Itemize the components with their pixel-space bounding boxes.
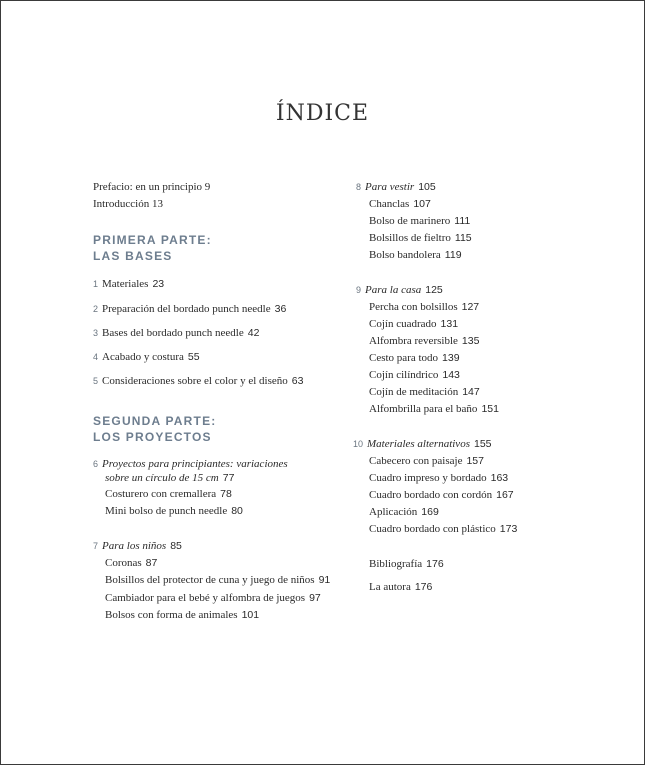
entry-title: Cabecero con paisaje xyxy=(369,455,463,467)
page-number: 139 xyxy=(442,352,460,364)
chapter-title: Para la casa xyxy=(365,284,422,296)
chapter-title: Acabado y costura xyxy=(102,351,184,363)
chapter-number: 7 xyxy=(93,541,99,551)
page-number: 111 xyxy=(454,215,471,227)
toc-entry-bibliografia xyxy=(369,557,444,571)
toc-subentry xyxy=(369,248,462,262)
chapter-number: 2 xyxy=(93,304,99,314)
page-number: 97 xyxy=(309,592,321,604)
toc-chapter-4 xyxy=(93,350,200,364)
toc-chapter-1 xyxy=(93,277,164,291)
toc-chapter-2 xyxy=(93,302,286,316)
page-number: 163 xyxy=(490,472,509,484)
toc-subentry xyxy=(369,231,472,245)
page-number: 147 xyxy=(462,386,480,398)
entry-title: Cojín de meditación xyxy=(369,386,459,398)
page-number: 176 xyxy=(414,581,433,593)
toc-entry-prefacio: Prefacio: en un principio 9 xyxy=(93,181,211,193)
page-number: 119 xyxy=(444,249,462,261)
toc-entry-la-autora xyxy=(369,580,432,594)
page-number: 101 xyxy=(241,609,260,621)
entry-title: Cesto para todo xyxy=(369,352,439,364)
toc-subentry xyxy=(369,317,458,331)
chapter-title: Para los niños xyxy=(102,540,167,552)
page-number: 78 xyxy=(220,488,232,500)
chapter-number: 8 xyxy=(356,182,362,192)
page-number: 55 xyxy=(187,351,200,363)
chapter-title: Materiales xyxy=(102,278,149,290)
part-heading-line2: LAS BASES xyxy=(93,249,173,263)
toc-subentry xyxy=(369,402,499,416)
toc-chapter-9 xyxy=(356,283,443,297)
page-number: 135 xyxy=(461,335,480,347)
entry-title: Bibliografía xyxy=(369,558,423,570)
entry-title: Cojín cilíndrico xyxy=(369,369,439,381)
page-number: 131 xyxy=(440,318,459,330)
entry-title: Cambiador para el bebé y alfombra de juegos xyxy=(105,592,306,604)
page-number: 23 xyxy=(152,278,165,290)
toc-subentry xyxy=(105,504,243,518)
toc-subentry xyxy=(369,385,480,399)
chapter-number: 9 xyxy=(356,285,362,295)
chapter-title: Materiales alternativos xyxy=(367,438,470,450)
toc-subentry xyxy=(105,487,232,501)
page-number: 91 xyxy=(318,574,331,586)
page-number: 63 xyxy=(291,375,304,387)
entry-title: Bolsillos del protector de cuna y juego de niños xyxy=(105,574,315,586)
toc-subentry xyxy=(369,505,439,519)
chapter-title: Consideraciones sobre el color y el diseño xyxy=(102,375,288,387)
part-heading-line1: SEGUNDA PARTE: xyxy=(93,414,217,428)
toc-subentry xyxy=(105,608,259,622)
toc-chapter-6-cont xyxy=(105,471,234,485)
part-heading-line2: LOS PROYECTOS xyxy=(93,430,212,444)
entry-title: Bolso bandolera xyxy=(369,249,441,261)
page-number: 169 xyxy=(421,506,439,518)
page-number: 36 xyxy=(274,303,287,315)
part-heading-line1: PRIMERA PARTE: xyxy=(93,233,212,247)
page-number: 157 xyxy=(466,455,484,467)
toc-subentry xyxy=(369,368,460,382)
toc-subentry xyxy=(369,522,517,536)
page-number: 127 xyxy=(461,301,480,313)
page-number: 80 xyxy=(231,505,243,517)
chapter-number: 1 xyxy=(93,279,99,289)
chapter-number: 4 xyxy=(93,352,99,362)
page-number: 151 xyxy=(481,403,499,415)
toc-subentry xyxy=(369,454,484,468)
page-number: 143 xyxy=(442,369,460,381)
toc-subentry xyxy=(369,214,470,228)
toc-chapter-3 xyxy=(93,326,259,340)
toc-chapter-8 xyxy=(356,180,436,194)
page-number: 77 xyxy=(222,472,235,484)
toc-subentry xyxy=(369,488,514,502)
page-number: 105 xyxy=(418,181,436,193)
chapter-number: 10 xyxy=(353,439,364,449)
chapter-title: Bases del bordado punch needle xyxy=(102,327,244,339)
page-number: 115 xyxy=(454,232,472,244)
toc-chapter-5 xyxy=(93,374,303,388)
toc-subentry xyxy=(369,351,460,365)
entry-title: Mini bolso de punch needle xyxy=(105,505,228,517)
page-number: 125 xyxy=(425,284,443,296)
page-number: 87 xyxy=(145,557,158,569)
toc-entry-introduccion: Introducción 13 xyxy=(93,198,163,210)
toc-subentry xyxy=(369,300,479,314)
page-number: 167 xyxy=(496,489,514,501)
toc-subentry xyxy=(369,197,431,211)
entry-title: Alfombrilla para el baño xyxy=(369,403,478,415)
entry-title: Cojín cuadrado xyxy=(369,318,437,330)
toc-chapter-6 xyxy=(93,457,288,471)
entry-title: Bolsos con forma de animales xyxy=(105,609,238,621)
chapter-title-cont: sobre un círculo de 15 cm xyxy=(105,472,219,484)
toc-chapter-10 xyxy=(353,437,492,451)
entry-title: Cuadro impreso y bordado xyxy=(369,472,487,484)
page-number: 173 xyxy=(499,523,518,535)
chapter-title: Preparación del bordado punch needle xyxy=(102,303,271,315)
entry-title: Coronas xyxy=(105,557,142,569)
entry-title: Bolsillos de fieltro xyxy=(369,232,451,244)
entry-title: La autora xyxy=(369,581,411,593)
entry-title: Cuadro bordado con cordón xyxy=(369,489,493,501)
toc-subentry xyxy=(369,471,508,485)
chapter-number: 3 xyxy=(93,328,99,338)
page-number: 107 xyxy=(413,198,431,210)
toc-chapter-7 xyxy=(93,539,182,553)
chapter-title: Proyectos para principiantes: variaciones xyxy=(102,458,288,470)
entry-title: Bolso de marinero xyxy=(369,215,451,227)
entry-title: Alfombra reversible xyxy=(369,335,458,347)
entry-title: Cuadro bordado con plástico xyxy=(369,523,496,535)
chapter-number: 5 xyxy=(93,376,99,386)
page-number: 85 xyxy=(170,540,182,552)
toc-subentry xyxy=(105,591,321,605)
chapter-title: Para vestir xyxy=(365,181,415,193)
entry-title: Aplicación xyxy=(369,506,418,518)
chapter-number: 6 xyxy=(93,459,99,469)
toc-subentry xyxy=(105,556,157,570)
entry-title: Costurero con cremallera xyxy=(105,488,217,500)
page-title: ÍNDICE xyxy=(275,101,370,126)
toc-subentry xyxy=(105,573,330,587)
page-number: 42 xyxy=(247,327,260,339)
entry-title: Percha con bolsillos xyxy=(369,301,458,313)
page-number: 176 xyxy=(426,558,444,570)
page-number: 155 xyxy=(473,438,492,450)
entry-title: Chanclas xyxy=(369,198,410,210)
toc-subentry xyxy=(369,334,479,348)
